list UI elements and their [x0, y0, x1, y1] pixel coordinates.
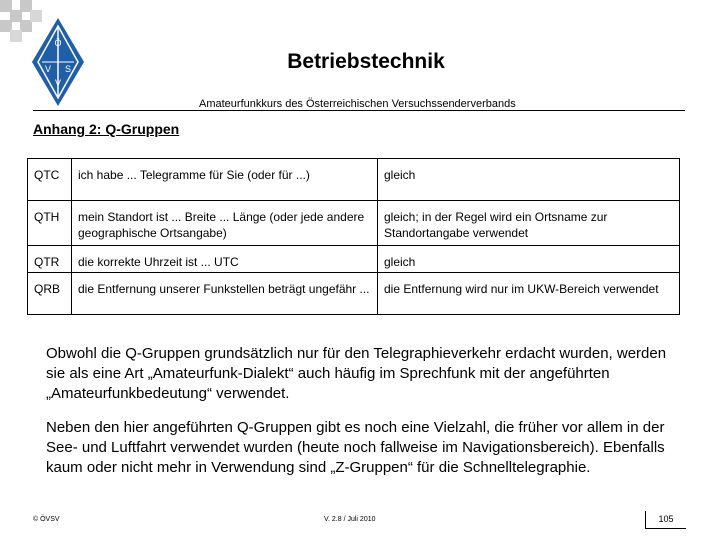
- note-cell: die Entfernung wird nur im UKW-Bereich verwendet: [378, 273, 680, 315]
- meaning-cell: mein Standort ist ... Breite ... Länge (oder jede andere geographische Ortsangabe): [72, 201, 378, 246]
- note-cell: gleich; in der Regel wird ein Ortsname zur Standortangabe verwendet: [378, 201, 680, 246]
- q-code-cell: QTC: [28, 159, 72, 201]
- table-row: [28, 273, 680, 315]
- table-row: [28, 201, 680, 246]
- footer-copyright: © ÖVSV: [33, 516, 60, 523]
- meaning-cell: die Entfernung unserer Funkstellen beträgt ungefähr ...: [72, 273, 378, 315]
- meaning-cell: ich habe ... Telegramme für Sie (oder für ...): [72, 159, 378, 201]
- note-cell: gleich: [378, 246, 680, 273]
- q-code-cell: QTH: [28, 201, 72, 246]
- q-code-cell: QTR: [28, 246, 72, 273]
- page-subtitle: Amateurfunkkurs des Österreichischen Versuchssenderverbands: [199, 98, 516, 110]
- header-divider: [33, 110, 685, 111]
- page-title: Betriebstechnik: [287, 50, 445, 73]
- page-number: 105: [645, 511, 686, 529]
- svg-text:V: V: [54, 78, 62, 88]
- q-code-cell: QRB: [28, 273, 72, 315]
- body-paragraph-1: Obwohl die Q-Gruppen grundsätzlich nur für den Telegraphieverkehr erdacht wurden, werden sie als eine Art „Amateurfunk-Dialekt“ auch häufig im Sprechfunk mit der angeführten „Amateurfunkbedeutung“ verwendet.: [46, 345, 667, 402]
- meaning-cell: die korrekte Uhrzeit ist ... UTC: [72, 246, 378, 273]
- svg-text:S: S: [64, 64, 72, 74]
- svg-text:V: V: [44, 64, 52, 74]
- note-cell: gleich: [378, 159, 680, 201]
- body-paragraph-2: Neben den hier angeführten Q-Gruppen gibt es noch eine Vielzahl, die früher vor allem in der See- und Luftfahrt verwendet wurden (heute noch fallweise im Navigationsbereich). Ebenfalls kaum oder nicht mehr in Verwendung sind „Z-Gruppen“ für die Schnelltelegraphie.: [46, 419, 665, 476]
- footer-version: V. 2.8 / Juli 2010: [324, 516, 376, 523]
- table-row: [28, 246, 680, 273]
- svg-text:Ö: Ö: [54, 38, 62, 48]
- q-groups-table: [27, 158, 680, 315]
- section-heading: Anhang 2: Q-Gruppen: [33, 121, 180, 137]
- table-row: [28, 159, 680, 201]
